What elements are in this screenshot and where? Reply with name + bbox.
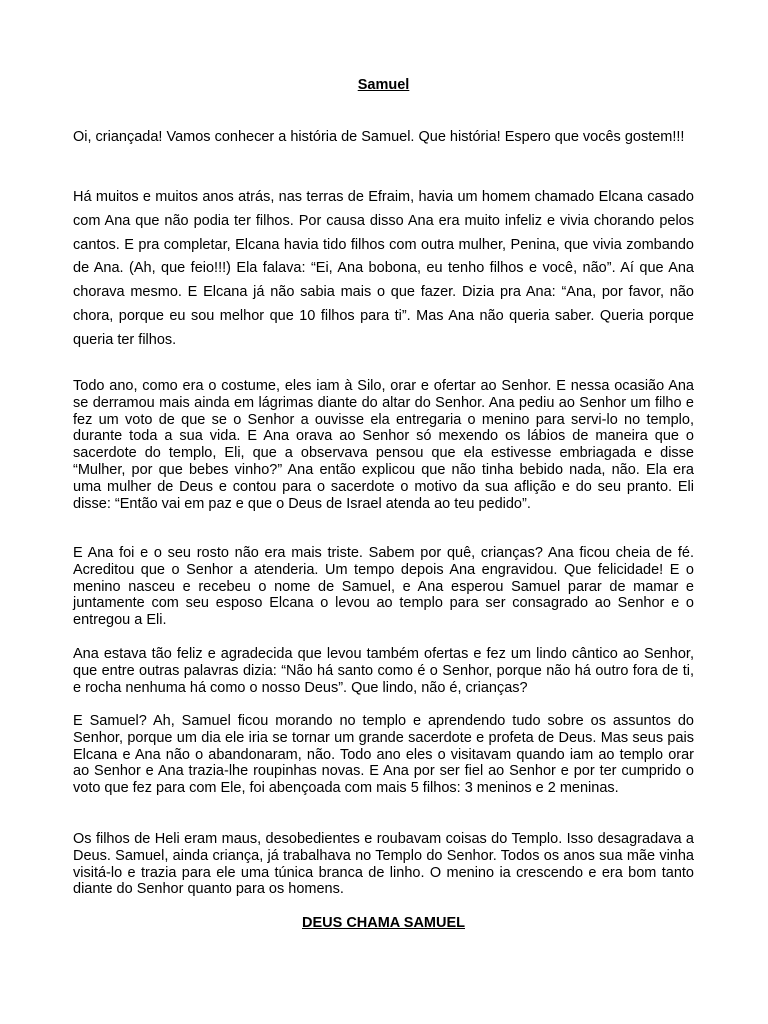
- section-heading: DEUS CHAMA SAMUEL: [302, 915, 465, 931]
- story-paragraph-heli: Os filhos de Heli eram maus, desobedientes e roubavam coisas do Templo. Isso desagradava a Deus. Samuel, ainda criança, já trabalhava no Templo do Senhor. Todos os anos sua mãe vinha visitá-lo e trazia para ele uma túnica branca de linho. O menino ia crescendo e era bom tanto diante do Senhor quanto para os homens.: [73, 831, 694, 898]
- story-paragraph-silo: Todo ano, como era o costume, eles iam à Silo, orar e ofertar ao Senhor. E nessa ocasião Ana se derramou mais ainda em lágrimas diante do altar do Senhor. Ana pediu ao Senhor um filho e fez um voto de que se o Senhor a ouvisse ela entregaria o menino para servi-lo no templo, durante toda a sua vida. E Ana orava ao Senhor só mexendo os lábios de maneira que o sacerdote do templo, Eli, que a observava pensou que ela estivesse embriagada e disse “Mulher, por que bebes vinho?” Ana então explicou que não tinha bebido nada, não. Ela era uma mulher de Deus e contou para o sacerdote o motivo da sua aflição e do seu pranto. Eli disse: “Então vai em paz e que o Deus de Israel atenda ao teu pedido”.: [73, 378, 694, 512]
- document-title: Samuel: [357, 77, 410, 93]
- story-paragraph-samuel-born: E Ana foi e o seu rosto não era mais triste. Sabem por quê, crianças? Ana ficou cheia de fé. Acreditou que o Senhor a atenderia. Um tempo depois Ana engravidou. Que felicidade! E o menino nasceu e recebeu o nome de Samuel, e Ana esperou Samuel parar de mamar e juntamente com seu esposo Elcana o levou ao templo para ser consagrado ao Senhor e o entregou a Eli.: [73, 545, 694, 629]
- story-paragraph-templo: E Samuel? Ah, Samuel ficou morando no templo e aprendendo tudo sobre os assuntos do Senhor, porque um dia ele iria se tornar um grande sacerdote e profeta de Deus. Mas seus pais Elcana e Ana não o abandonaram, não. Todo ano eles o visitavam quando iam ao templo orar ao Senhor e Ana trazia-lhe roupinhas novas. E Ana por ser fiel ao Senhor e por ter cumprido o voto que fez para com Ele, foi abençoada com mais 5 filhos: 3 meninos e 2 meninas.: [73, 713, 694, 797]
- story-paragraph-efraim: Há muitos e muitos anos atrás, nas terras de Efraim, havia um homem chamado Elcana casado com Ana que não podia ter filhos. Por causa disso Ana era muito infeliz e vivia chorando pelos cantos. E pra completar, Elcana havia tido filhos com outra mulher, Penina, que vivia zombando de Ana. (Ah, que feio!!!) Ela falava: “Ei, Ana bobona, eu tenho filhos e você, não”. Aí que Ana chorava mesmo. E Elcana já não sabia mais o que fazer. Dizia pra Ana: “Ana, por favor, não chora, porque eu sou melhor que 10 filhos para ti”. Mas Ana não queria saber. Queria porque queria ter filhos.: [73, 189, 694, 348]
- intro-paragraph: Oi, criançada! Vamos conhecer a história de Samuel. Que história! Espero que vocês gostem!!!: [73, 129, 685, 145]
- story-paragraph-cantico: Ana estava tão feliz e agradecida que levou também ofertas e fez um lindo cântico ao Senhor, que entre outras palavras dizia: “Não há santo como é o Senhor, porque não há outro fora de ti, e rocha nenhuma há como o nosso Deus”. Que lindo, não é, crianças?: [73, 646, 694, 696]
- document-page: [73, 0, 694, 1024]
